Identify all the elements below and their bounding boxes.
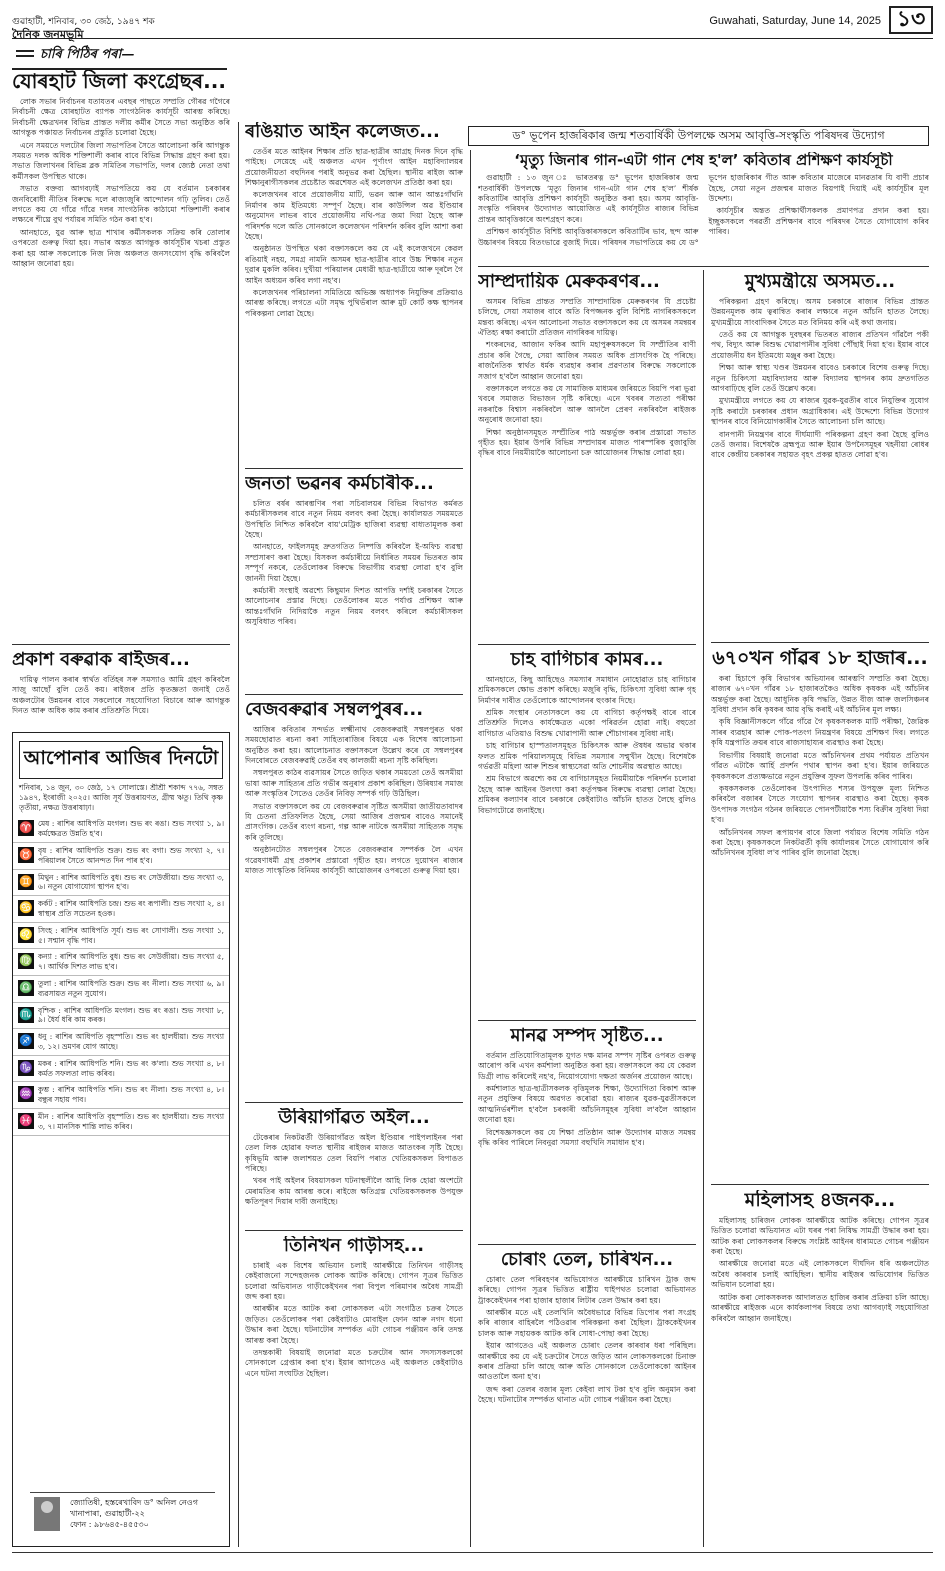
paragraph: বক্তাসকলে লগতে কয় যে সামাজিক মাধ্যমৰ জৰিয়তে বিয়পি পৰা ভুৱা খবৰে সমাজত বিভাজন সৃষ্টি কৰিছে। এনে খবৰৰ সত্যতা পৰীক্ষা নকৰাকৈ বিশ্বাস নকৰিবলৈ আৰু আনলৈ প্ৰেৰণ নকৰিবলৈ ৰাইজক অনুৰোধ জনোৱা হয়। [478,383,696,425]
zodiac-sign-icon: ♉ [19,847,33,861]
article-body [478,1051,696,1149]
horoscope-row [13,1109,229,1136]
paragraph: শিক্ষা আৰু স্বাস্থ্য খণ্ডৰ উন্নয়নৰ বাবেও চৰকাৰে বিশেষ গুৰুত্ব দিছে। নতুন চিকিৎসা মহাবিদ্যালয় আৰু বিদ্যালয় স্থাপনৰ কাম দ্ৰুতগতিত আগবাঢ়িছে বুলি তেওঁ উল্লেখ কৰে। [711,363,929,393]
horoscope-row [13,1029,229,1056]
article-body [478,297,696,459]
horoscope-text: কৰ্কট : ৰাশিৰ আধিপতি চন্দ্ৰ। শুভ ৰং ৰূপালী। শুভ সংখ্যা ২, ৪। স্বাস্থ্যৰ প্ৰতি সচেতন হওক। [38,899,224,918]
article-body [245,1261,463,1379]
paragraph: কৰ্মচাৰী সংস্থাই অৱশ্যে কিছুমান দিশত আপত্তি দৰ্শাই চৰকাৰৰ সৈতে আলোচনাৰ প্ৰস্তাৱ দিছে। তেওঁলোকৰ মতে পৰ্যাপ্ত প্ৰশিক্ষণ আৰু আন্তঃগাঁথনি নিদিয়াকৈ নতুন নিয়ম বলবৎ কৰিলে কৰ্মচাৰীসকল অসুবিধাত পৰিব। [245,585,463,627]
headline: তিনিখন গাড়ীসহ... [283,1236,425,1256]
divider [245,694,463,695]
headline: চোৰাং তেল, চাৰিখন... [500,1250,674,1270]
paragraph: আনহাতে, যুৱ আৰু ছাত্ৰ শাখাৰ কৰ্মীসকলক সক্ৰিয় কৰি তোলাৰ ওপৰতো গুৰুত্ব দিয়া হয়। সভাৰ অন্তত আগন্তুক কাৰ্যসূচীৰ খচৰা প্ৰস্তুত কৰা হয় আৰু সকলোকে নিজ নিজ অঞ্চলত জনসংযোগ বৃদ্ধি কৰিবলৈ আহ্বান জনোৱা হয়। [12,227,230,269]
paragraph: বানপানী নিয়ন্ত্ৰণৰ বাবে দীৰ্ঘম্যাদী পৰিকল্পনা গ্ৰহণ কৰা হৈছে বুলিও তেওঁ জনায়। বিশেষকৈ ব্ৰহ্মপুত্ৰ আৰু ইয়াৰ উপনৈসমূহৰ খহনীয়া ৰোধৰ বাবে কেন্দ্ৰীয় চৰকাৰৰ সহায়ত বৃহৎ প্ৰকল্প হাতত লোৱা হ'ব। [711,429,929,460]
horoscope-title: আপোনাৰ আজিৰ দিনটো [19,741,223,779]
section-label: চাৰি পিঠিৰ পৰা— [40,47,135,62]
paragraph: শ্ৰমিক সংস্থাৰ নেতাসকলে কয় যে বাগিচা কৰ্তৃপক্ষই বাৰে বাৰে প্ৰতিশ্ৰুতি দিলেও কাৰ্যক্ষেত্ৰত একো পৰিৱৰ্তন হোৱা নাই। বহুতো বাগিচাত এতিয়াও বিশুদ্ধ খোৱাপানী আৰু শৌচাগাৰৰ সুবিধা নাই। [478,707,696,738]
horoscope-row [13,843,229,870]
paper-name: দৈনিক জনমভূমি [12,28,84,41]
zodiac-sign-icon: ♑ [19,1060,33,1074]
paragraph: চোৰাং তেল পৰিবহণৰ অভিযোগত আৰক্ষীয়ে চাৰিখন ট্ৰাক জব্দ কৰিছে। গোপন সূত্ৰৰ ভিত্তিত ৰাষ্ট্ৰীয় ঘাইপথত চলোৱা অভিযানত ট্ৰাককেইখনৰ পৰা হাজাৰ হাজাৰ লিটাৰ তেল উদ্ধাৰ কৰা হয়। [478,1274,696,1305]
divider [245,1102,463,1103]
paragraph: কলেজখনৰ বাবে প্ৰয়োজনীয় মাটি, ভৱন আৰু আন আন্তঃগাঁথনি নিৰ্মাণৰ কাম ইতিমধ্যে সম্পূৰ্ণ হৈছে। বাৰ কাউন্সিল অৱ ইণ্ডিয়াৰ অনুমোদন লাভৰ বাবে প্ৰয়োজনীয় নথি-পত্ৰ জমা দিয়া হৈছে আৰু পৰিদৰ্শক দলে অতি সোনকালে কলেজখন পৰিদৰ্শন কৰিব বুলি আশা কৰা হৈছে। [245,190,463,241]
paragraph: শ্ৰম বিভাগে অৱশ্যে কয় যে বাগিচাসমূহত নিয়মীয়াকৈ পৰিদৰ্শন চলোৱা হৈছে আৰু আইনৰ উলংঘা কৰা কৰ্তৃপক্ষৰ বিৰুদ্ধে ব্যৱস্থা লোৱা হৈছে। শ্ৰমিকৰ কল্যাণৰ বাবে চৰকাৰে কেইবাটাও আঁচনি হাতত লৈছে বুলিও বিভাগটোৱে জনাইছে। [478,774,696,815]
paragraph: চলিত বৰ্ষৰ আৰম্ভণিৰ পৰা সচিবালয়ৰ বিভিন্ন বিভাগত কৰ্মৰত কৰ্মচাৰীসকলৰ বাবে নতুন নিয়ম বলবৎ কৰা হৈছে। কাৰ্যালয়ত সময়মতে উপস্থিতি নিশ্চিত কৰিবলৈ বায়'মেট্ৰিক হাজিৰা ব্যৱস্থা বাধ্যতামূলক কৰা হৈছে। [245,498,463,539]
divider [12,644,230,645]
headline: মহিলাসহ ৪জনক... [744,1190,896,1211]
horoscope-text: মীন : ৰাশিৰ আধিপতি বৃহস্পতি। শুভ ৰং হালধীয়া। শুভ সংখ্যা ৩, ৭। মানসিক শান্তি লাভ কৰিব। [38,1111,224,1131]
divider [711,642,929,643]
horoscope-text: সিংহ : ৰাশিৰ আধিপতি সূৰ্য। শুভ ৰং সোণালী। শুভ সংখ্যা ১, ৫। সন্মান বৃদ্ধি পাব। [38,925,224,945]
article-three-vehicles [245,1236,463,1547]
article-body [478,675,696,816]
article-body [711,297,929,461]
paragraph: কৰ্মশালাত ছাত্ৰ-ছাত্ৰীসকলক বৃত্তিমূলক শিক্ষা, উদ্যোগিতা বিকাশ আৰু নতুন প্ৰযুক্তিৰ বিষয়ে অৱগত কৰোৱা হয়। ৰাজ্যৰ যুৱক-যুৱতীসকলে আত্মনিৰ্ভৰশীল হ'বলৈ চৰকাৰী আঁচনিসমূহৰ সুবিধা ল'বলৈ আহ্বান জনোৱা হয়। [478,1083,696,1125]
horoscope-row [13,923,229,950]
paragraph: চাৰাই এক বিশেষ অভিযান চলাই আৰক্ষীয়ে তিনিখন গাড়ীসহ কেইবাজনো সন্দেহজনক লোকক আটক কৰিছে। গোপন সূত্ৰৰ ভিত্তিত চলোৱা অভিযানত গাড়ীকেইখনৰ পৰা বিপুল পৰিমাণৰ অবৈধ সামগ্ৰী জব্দ কৰা হয়। [245,1260,463,1301]
article-body [12,675,230,717]
paragraph: এনে সময়তে দলটোৰ জিলা সভাপতিৰ সৈতে আলোচনা কৰি আগন্তুক সময়ত দলক অধিক শক্তিশালী কৰাৰ বাবে বিভিন্ন সিদ্ধান্ত গ্ৰহণ কৰা হয়। সভাত জিলাখনৰ বিভিন্ন ব্লক সমিতিৰ সভাপতি, দলৰ জ্যেষ্ঠ নেতা তথা কৰ্মীসকল উপস্থিত থাকে। [12,140,230,181]
astrologer-phone: ফোন : ৯৮৬৪৫-৪৫৫৩০ [70,1520,149,1529]
paragraph: বৰ্তমান প্ৰতিযোগিতামূলক যুগত দক্ষ মানৱ সম্পদ সৃষ্টিৰ ওপৰত গুৰুত্ব আৰোপ কৰি এখন কৰ্মশালা অনুষ্ঠিত কৰা হয়। বক্তাসকলে কয় যে কেৱল ডিগ্ৰী লাভ কৰিলেই নহ'ব, নিয়োগযোগ্য দক্ষতা অৰ্জনৰ প্ৰয়োজন আছে। [478,1050,696,1081]
paragraph: অসমৰ বিভিন্ন প্ৰান্তত সম্প্ৰতি সাম্প্ৰদায়িক মেৰুকৰণৰ যি প্ৰচেষ্টা চলিছে, সেয়া সমাজৰ বাবে অতি বিপজ্জনক বুলি বিশিষ্ট নাগৰিকসকলে মন্তব্য কৰিছে। এখন আলোচনা সভাত বক্তাসকলে কয় যে অসমৰ সমন্বয়ৰ ঐতিহ্য ৰক্ষা কৰাটো প্ৰতিজন নাগৰিকৰ দায়িত্ব। [478,296,696,337]
paragraph: প্ৰশিক্ষণ কাৰ্যসূচীত বিশিষ্ট আবৃত্তিকাৰসকলে কবিতাটিৰ ভাব, ছন্দ আৰু উচ্চাৰণৰ বিষয়ে বিতংভাৱে বুজাই দিয়ে। পৰিষদৰ সভাপতিয়ে কয় যে ড° ভূপেন হাজৰিকাৰ গীত আৰু কবিতাৰ মাজেৰে মানৱতাৰ যি বাণী প্ৰচাৰ হৈছে, সেয়া নতুন প্ৰজন্মৰ মাজত বিয়পাই দিয়াই এই কাৰ্যসূচীৰ মূল উদ্দেশ্য। [478,173,929,247]
article-body [711,674,929,859]
paragraph: লোক সভাৰ নিৰ্বাচনৰ যতাযতৰ এবছৰ পাছতে সম্প্ৰতি গৌৰৱ গগৈৰে নিৰ্বাচনী ক্ষেত্ৰ যোৰহাটত ব্যাপক সাংগঠনিক কাৰ্যসূচী আৰম্ভ কৰিছে। নিৰ্বাচনী ক্ষেত্ৰখনৰ বিভিন্ন প্ৰান্তত দলীয় কৰ্মীৰ সৈতে সভা অনুষ্ঠিত কৰি আগন্তুক পঞ্চায়ত নিৰ্বাচনৰ প্ৰস্তুতি চলোৱা হৈছে। [12,97,230,138]
article-chief-minister [711,272,929,640]
article-mahila [711,1190,929,1547]
paragraph: পৰিকল্পনা গ্ৰহণ কৰিছে। অসম চৰকাৰে ৰাজ্যৰ বিভিন্ন প্ৰান্তত উন্নয়নমূলক কাম ত্বৰান্বিত কৰাৰ লক্ষ্যৰে নতুন আঁচনি হাতত লৈছে। মুখ্যমন্ত্ৰীয়ে সাংবাদিকৰ সৈতে মত বিনিময় কৰি এই কথা জনায়। [711,296,929,327]
masthead-rule [12,38,933,39]
article-tea-garden [478,650,696,1018]
zodiac-sign-icon: ♏ [19,1007,33,1021]
astrologer-details [70,1497,198,1530]
astrologer-credit [30,1492,215,1538]
article-manab-sampad [478,1026,696,1242]
paragraph: কৃষকসকলক তেওঁলোকৰ উৎপাদিত শস্যৰ উপযুক্ত মূল্য নিশ্চিত কৰিবলৈ বজাৰৰ সৈতে সংযোগ স্থাপনৰ ব্যৱস্থাও কৰা হৈছে। কৃষক উৎপাদক সংগঠন গঠনৰ জৰিয়তে পোনপটীয়াকৈ শস্য বিক্ৰীৰ সুবিধা দিয়া হ'ব। [711,783,929,825]
article-body [245,147,463,320]
headline: সাম্প্ৰদায়িক মেৰুকৰণৰ... [478,272,660,292]
paragraph: আৰক্ষীৰ মতে এই তেলখিনি অবৈধভাৱে বিভিন্ন ডিপোৰ পৰা সংগ্ৰহ কৰি ৰাজ্যৰ বাহিৰলৈ পঠিওৱাৰ পৰিকল্পনা কৰা হৈছিল। ট্ৰাককেইখনৰ চালক আৰু সহায়কক আটক কৰি সোধা-পোছা কৰা হৈছে। [478,1307,696,1338]
divider [478,266,929,267]
horoscope-text: মিথুন : ৰাশিৰ আধিপতি বুধ। শুভ ৰং সেউজীয়া। শুভ সংখ্যা ৩, ৬। নতুন যোগাযোগ স্থাপন হ'ব। [38,872,224,892]
masthead-date-english: Guwahati, Saturday, June 14, 2025 [709,15,881,27]
paragraph: অনুষ্ঠানটোত সম্বলপুৰৰ সৈতে বেজবৰুৱাৰ সম্পৰ্কক লৈ এখন গৱেষণাধৰ্মী গ্ৰন্থ প্ৰকাশৰ প্ৰস্তাৱো গৃহীত হয়। লগতে দুয়োখন ৰাজ্যৰ মাজত সাংস্কৃতিক বিনিময় কাৰ্যসূচী আয়োজনৰ ওপৰতো গুৰুত্ব দিয়া হয়। [245,845,463,875]
paragraph: সভাত বক্তাসকলে কয় যে বেজবৰুৱাৰ সৃষ্টিত অসমীয়া জাতীয়তাবাদৰ যি চেতনা প্ৰতিফলিত হৈছে, সেয়া আজিৰ প্ৰজন্মৰ বাবেও সমানেই প্ৰাসংগিক। তেওঁৰ ব্যংগ ৰচনা, গল্প আৰু নাটকে অসমীয়া সাহিত্যক সমৃদ্ধ কৰি তুলিছে। [245,801,463,842]
paragraph: গুৱাহাটী : ১৩ জুন ঃ ভাৰতৰত্ন ড° ভূপেন হাজৰিকাৰ জন্ম শতবাৰ্ষিকী উপলক্ষে ‘মৃত্যু জিনাৰ গান-এটা গান শেষ হ'ল’ শীৰ্ষক কবিতাটিৰ আবৃত্তি প্ৰশিক্ষণ কাৰ্যসূচী অনুষ্ঠিত কৰা হয়। অসম আবৃত্তি-সংস্কৃতি পৰিষদৰ উদ্যোগত আয়োজিত এই কাৰ্যসূচীত ৰাজ্যৰ বিভিন্ন প্ৰান্তৰ আবৃত্তিকাৰে অংশগ্ৰহণ কৰে। [478,173,699,224]
paragraph: আৰক্ষীৰ মতে আটক কৰা লোকসকল এটা সংগঠিত চক্ৰৰ সৈতে জড়িত। তেওঁলোকৰ পৰা কেইবাটাও মোবাইল ফোন আৰু নগদ ধনো উদ্ধাৰ কৰা হৈছে। ঘটনাটোৰ সম্পৰ্কত এটা গোচৰ পঞ্জীয়ন কৰি তদন্ত আৰম্ভ কৰা হৈছে। [245,1304,463,1345]
horoscope-row [13,1056,229,1083]
headline: ৰঙিয়াত আইন কলেজত... [245,122,440,142]
section-bars-icon [16,50,34,57]
paragraph: সভাত বক্তব্য আগবঢ়াই সভাপতিয়ে কয় যে বৰ্তমান চৰকাৰৰ জনবিৰোধী নীতিৰ বিৰুদ্ধে দলে ৰাজ্যজুৰি আন্দোলন গঢ়ি তুলিব। তেওঁ লগতে কয় যে গাঁৱে গাঁৱে দলৰ সাংগঠনিক কাঠামো শক্তিশালী কৰাৰ লক্ষ্যৰে শীঘ্ৰে বুথ পৰ্যায়ৰ সমিতি গঠন কৰা হ'ব। [12,184,230,225]
article-body [245,1133,463,1208]
zodiac-sign-icon: ♊ [19,874,33,888]
paragraph: সম্বলপুৰত কাঠৰ ব্যৱসায়ৰ সৈতে জড়িত থকাৰ সময়তো তেওঁ অসমীয়া ভাষা আৰু সাহিত্যৰ প্ৰতি গভীৰ অনুৰাগ প্ৰকাশ কৰিছিল। উৰিষ্যাৰ সমাজ আৰু সংস্কৃতিৰ সৈতেও তেওঁৰ নিবিড় সম্পৰ্ক গঢ়ি উঠিছিল। [245,768,463,799]
paragraph: তেওঁ কয় যে আগন্তুক দুবছৰৰ ভিতৰত ৰাজ্যৰ প্ৰতিখন গাঁৱলৈ পকী পথ, বিদ্যুৎ আৰু বিশুদ্ধ খোৱাপানীৰ সুবিধা পৌঁছাই দিয়া হ'ব। ইয়াৰ বাবে প্ৰয়োজনীয় ধন ইতিমধ্যে মঞ্জুৰ কৰা হৈছে। [711,329,929,360]
paragraph: তদন্তকাৰী বিষয়াই জনোৱা মতে চক্ৰটোৰ আন সদস্যসকলকো সোনকালে গ্ৰেপ্তাৰ কৰা হ'ব। ইয়াৰ আগতেও এই অঞ্চলত কেইবাটাও এনে ঘটনা সংঘটিত হৈছিল। [245,1347,463,1378]
article-uriagaon [245,1108,463,1228]
zodiac-sign-icon: ♍ [19,954,33,968]
paragraph: আঁচনিখনৰ সফল ৰূপায়ণৰ বাবে জিলা পৰ্যায়ত বিশেষ সমিতি গঠন কৰা হৈছে। কৃষকসকলে নিকটৱৰ্তী কৃষি কাৰ্যালয়ৰ সৈতে যোগাযোগ কৰি আঁচনিখনৰ সুবিধা ল'ব পাৰিব বুলি জনোৱা হৈছে। [711,827,929,858]
zodiac-sign-icon: ♒ [19,1087,33,1101]
paragraph: কাৰ্যসূচীৰ অন্তত প্ৰশিক্ষাৰ্থীসকলক প্ৰমাণপত্ৰ প্ৰদান কৰা হয়। ইচ্ছুকসকলে পৰৱৰ্তী প্ৰশিক্ষণৰ বাবে পৰিষদৰ সৈতে যোগাযোগ কৰিব পাৰিব। [708,206,929,237]
headline: বেজবৰুৱাৰ সম্বলপুৰৰ... [245,700,424,720]
horoscope-text: বৃষ : ৰাশিৰ আধিপতি শুক্ৰ। শুভ ৰং বগা। শুভ সংখ্যা ২, ৭। পৰিয়ালৰ সৈতে আনন্দত দিন পাৰ হ'ব। [38,845,224,865]
horoscope-row [13,816,229,843]
zodiac-sign-icon: ♓ [19,1113,33,1127]
zodiac-sign-icon: ♋ [19,901,33,915]
article-body [711,1216,929,1324]
column-divider [470,150,471,1547]
paragraph: আটক কৰা লোকসকলক আদালতত হাজিৰ কৰাৰ প্ৰক্ৰিয়া চলি আছে। আৰক্ষীয়ে ৰাইজক এনে কাৰ্যকলাপৰ বিষয়ে তথ্য আগবঢ়াই সহযোগিতা কৰিবলৈ আহ্বান জনাইছে। [711,1292,929,1323]
page-number: ১৩ [889,6,933,34]
horoscope-row [13,1082,229,1109]
article-body [478,1275,696,1406]
paragraph: আনহাতে, ফাইলসমূহ দ্ৰুতগতিত নিষ্পত্তি কৰিবলৈ ই-অফিচ ব্যৱস্থা সম্প্ৰসাৰণ কৰা হৈছে। যিসকল কৰ্মচাৰীয়ে নিৰ্ধাৰিত সময়ৰ ভিতৰত কাম সম্পূৰ্ণ নকৰে, তেওঁলোকৰ বিৰুদ্ধে বিভাগীয় ব্যৱস্থা লোৱা হ'ব বুলি জাননী দিয়া হৈছে। [245,542,463,583]
zodiac-sign-icon: ♈ [19,821,33,835]
article-670-villages [711,648,929,1182]
divider [478,644,696,645]
article-jorhat [12,70,230,642]
paragraph: কলেজখনৰ পৰিচালনা সমিতিয়ে অভিজ্ঞ অধ্যাপক নিযুক্তিৰ প্ৰক্ৰিয়াও আৰম্ভ কৰিছে। লগতে এটা সমৃদ্ধ পুথিভঁৰাল আৰু মুট কোৰ্ট কক্ষ স্থাপনৰ পৰিকল্পনা লোৱা হৈছে। [245,287,463,318]
article-prakash [12,650,230,726]
paragraph: বিশেষজ্ঞসকলে কয় যে শিক্ষা প্ৰতিষ্ঠান আৰু উদ্যোগৰ মাজত সমন্বয় বৃদ্ধি কৰিব পাৰিলে নিবনুৱা সমস্যা বহুখিনি সমাধান হ'ব। [478,1127,696,1147]
paragraph: শিক্ষা অনুষ্ঠানসমূহত সম্প্ৰীতিৰ পাঠ অন্তৰ্ভুক্ত কৰাৰ প্ৰস্তাৱো সভাত গৃহীত হয়। ইয়াৰ উপৰি বিভিন্ন সম্প্ৰদায়ৰ মাজত পাৰস্পৰিক বুজাবুজি বৃদ্ধিৰ বাবে নিয়মীয়াকৈ আলোচনা চক্ৰ আয়োজনৰ সিদ্ধান্ত লোৱা হয়। [478,427,696,458]
paragraph: দায়িত্ব পালন কৰাৰ স্বাৰ্থত বৰ্তিহৰ সৰু সমস্যাও আমি গ্ৰহণ কৰিবলৈ সাজু আছোঁ বুলি তেওঁ কয়। ৰাইজৰ প্ৰতি কৃতজ্ঞতা জনাই তেওঁ অঞ্চলটোৰ উন্নয়নৰ বাবে সকলোৰে সহযোগিতা বিচাৰে আৰু আগন্তুক দিনত আৰু অধিক কাম কৰাৰ প্ৰতিশ্ৰুতি দিয়ে। [12,674,230,715]
paragraph: আজিৰ কবিতাৰ সন্দৰ্ভত লক্ষ্মীনাথ বেজবৰুৱাই সম্বলপুৰত থকা সময়ছোৱাত ৰচনা কৰা সাহিত্যৰাজিৰ বিষয়ে এক বিশেষ আলোচনা অনুষ্ঠিত কৰা হয়। আলোচনাত বক্তাসকলে উল্লেখ কৰে যে সম্বলপুৰৰ দিনবোৰতে বেজবৰুৱাই তেওঁৰ বহু কালজয়ী ৰচনা সৃষ্টি কৰিছিল। [245,724,463,765]
horoscope-text: বৃশ্চিক : ৰাশিৰ আধিপতি মংগল। শুভ ৰং ৰঙা। শুভ সংখ্যা ৮, ৯। ধৈৰ্য ধৰি কাম কৰক। [38,1005,224,1025]
paragraph: টেকেৰাৰ নিকটৱৰ্তী উৰিয়াগাঁৱত অইল ইণ্ডিয়াৰ পাইপলাইনৰ পৰা তেল লিক হোৱাৰ ফলত স্থানীয় ৰাইজৰ মাজত আতংকৰ সৃষ্টি হৈছে। কৃষিভূমি আৰু জলাশয়ত তেল বিয়পি পৰাত খেতিয়কসকল বিপাঙত পৰিছে। [245,1132,463,1173]
astrologer-name: জ্যোতিষী, হস্তৰেখাবিদ ড° অনিল নেওগ [70,1498,198,1507]
headline: মুখ্যমন্ত্ৰীয়ে অসমত... [744,272,896,292]
divider [245,468,463,469]
headline: ‘মৃত্যু জিনাৰ গান-এটা গান শেষ হ'ল’ কবিতাৰ প্ৰশিক্ষণ কাৰ্যসূচী [514,152,893,169]
horoscope-list [13,816,229,1135]
article-janata-bhawan [245,474,463,692]
horoscope-text: কন্যা : ৰাশিৰ আধিপতি বুধ। শুভ ৰং সেউজীয়া। শুভ সংখ্যা ৫, ৭। আৰ্থিক দিশত লাভ হ'ব। [38,952,224,972]
paragraph: মহিলাসহ চাৰিজন লোকক আৰক্ষীয়ে আটক কৰিছে। গোপন সূত্ৰৰ ভিত্তিত চলোৱা অভিযানত এটা ঘৰৰ পৰা নিষিদ্ধ সামগ্ৰী উদ্ধাৰ কৰা হয়। আটক কৰা লোকসকলৰ বিৰুদ্ধে সংশ্লিষ্ট আইনৰ ধাৰামতে গোচৰ পঞ্জীয়ন কৰা হৈছে। [711,1215,929,1257]
astrologer-photo [34,1497,60,1531]
headline: প্ৰকাশ বৰুৱাক ৰাইজৰ... [12,650,190,670]
paragraph: বিভাগীয় বিষয়াই জনোৱা মতে আঁচনিখনৰ প্ৰথম পৰ্যায়ত প্ৰতিখন গাঁৱত এটাকৈ আৰ্হি প্ৰদৰ্শন পথাৰ স্থাপন কৰা হ'ব। ইয়াৰ জৰিয়তে কৃষকসকলে প্ৰত্যক্ষভাৱে নতুন প্ৰযুক্তিৰ সুফল উপলব্ধি কৰিব পাৰিব। [711,750,929,781]
column-divider [238,122,239,1547]
headline: চাহ বাগিচাৰ কামৰ... [510,650,664,670]
masthead-date-assamese: গুৱাহাটী, শনিবাৰ, ৩০ জেঠ, ১৯৪৭ শক [12,17,155,27]
paragraph: শংকৰদেৱ, আজান ফকিৰ আদি মহাপুৰুষসকলে যি সম্প্ৰীতিৰ বাণী প্ৰচাৰ কৰি গৈছে, সেয়া আজিৰ সময়ত অধিক প্ৰাসংগিক হৈ পৰিছে। ৰাজনৈতিক স্বাৰ্থত ধৰ্মক ব্যৱহাৰ কৰাৰ প্ৰৱণতাৰ বিৰুদ্ধে সকলোকে সজাগ হ'বলৈ আহ্বান জনোৱা হয়। [478,340,696,381]
headline: জনতা ভৱনৰ কৰ্মচাৰীক... [245,474,434,494]
article-chorang-oil [478,1250,696,1547]
paragraph: চাহ বাগিচাৰ হাস্পতালসমূহত চিকিৎসক আৰু ঔষধৰ অভাৱ থকাৰ ফলত শ্ৰমিক পৰিয়ালসমূহে বিভিন্ন সমস্যাৰ সন্মুখীন হৈছে। বিশেষকৈ গৰ্ভৱতী মহিলা আৰু শিশুৰ স্বাস্থ্যসেৱা অতি শোচনীয় অৱস্থাত আছে। [478,741,696,771]
horoscope-row [13,1003,229,1030]
page-bottom-rule [12,1552,933,1553]
horoscope-text: মকৰ : ৰাশিৰ আধিপতি শনি। শুভ ৰং ক'লা। শুভ সংখ্যা ৪, ৮। কৰ্মত সফলতা লাভ কৰিব। [38,1058,224,1078]
article-sampradayik [478,272,696,642]
horoscope-row [13,896,229,923]
article-body [245,725,463,877]
horoscope-text: ধনু : ৰাশিৰ আধিপতি বৃহস্পতি। শুভ ৰং হালধীয়া। শুভ সংখ্যা ৩, ১২। ভ্ৰমণৰ যোগ আছে। [38,1032,224,1051]
paragraph: কৃষি বিজ্ঞানীসকলে গাঁৱে গাঁৱে গৈ কৃষকসকলক মাটি পৰীক্ষা, জৈৱিক সাৰৰ ব্যৱহাৰ আৰু পোক-পতংগ নিয়ন্ত্ৰণৰ বিষয়ে প্ৰশিক্ষণ দিব। লগতে কৃষি যন্ত্ৰপাতি ক্ৰয়ৰ বাবে ৰাজসাহায্যৰ ব্যৱস্থাও কৰা হৈছে। [711,717,929,748]
article-mrityu-jinar-gaan [478,152,929,264]
paragraph: খবৰ পাই অইলৰ বিষয়াসকল ঘটনাস্থলীলৈ আহি লিক হোৱা অংশটো মেৰামতিৰ কাম আৰম্ভ কৰে। ৰাইজে ক্ষতিগ্ৰস্ত খেতিয়কসকলক উপযুক্ত ক্ষতিপূৰণ দিয়াৰ দাবী জনাইছে। [245,1176,463,1207]
horoscope-text: কুম্ভ : ৰাশিৰ আধিপতি শনি। শুভ ৰং নীলা। শুভ সংখ্যা ৪, ৮। বন্ধুৰ সহায় পাব। [38,1085,224,1105]
article-body [12,97,230,270]
article-bejbarua [245,700,463,1100]
divider [478,1020,696,1021]
divider [711,1184,929,1185]
horoscope-row [13,870,229,897]
horoscope-intro: শনিবাৰ, ১৪ জুন, ৩০ জেঠ, ১৭ সোলাস্তে। শ্ৰীশ্ৰী শকাব্দ ৭৭৬, সম্বত ১৯৪৭, ইংৰাজী ২০২৫। আজি সূৰ্য উত্তৰায়ণত, গ্ৰীষ্ম ঋতু। তিথি কৃষ্ণ তৃতীয়া, নক্ষত্ৰ উত্তৰাষাঢ়া। [19,783,223,812]
article-body [245,499,463,628]
zodiac-sign-icon: ♌ [19,927,33,941]
article-law-college [245,122,463,466]
paragraph: আনহাতে, কিছু আহিছেও সমস্যাৰ সমাধান নোহোৱাত চাহ বাগিচাৰ শ্ৰমিকসকলে ক্ষোভ প্ৰকাশ কৰিছে। মজুৰি বৃদ্ধি, চিকিৎসা সুবিধা আৰু গৃহ নিৰ্মাণৰ দাবীত তেওঁলোকে আন্দোলনৰ হুংকাৰ দিছে। [478,674,696,705]
article-body [478,173,929,248]
headline: উৰিয়াগাঁৱত অইল... [278,1108,430,1128]
paragraph: আৰক্ষীয়ে জনোৱা মতে এই লোকসকলে দীৰ্ঘদিন ধৰি অঞ্চলটোত অবৈধ কাৰবাৰ চলাই আহিছিল। স্থানীয় ৰাইজৰ অভিযোগৰ ভিত্তিত অভিযান চলোৱা হয়। [711,1259,929,1290]
horoscope-text: তুলা : ৰাশিৰ আধিপতি শুক্ৰ। শুভ ৰং নীলা। শুভ সংখ্যা ৬, ৯। ব্যৱসায়ত নতুন সুযোগ। [38,978,224,998]
paragraph: জব্দ কৰা তেলৰ বজাৰ মূল্য কেইবা লাখ টকা হ'ব বুলি অনুমান কৰা হৈছে। ঘটনাটোৰ সম্পৰ্কত থানাত এটা গোচৰ পঞ্জীয়ন কৰা হৈছে। [478,1384,696,1405]
paragraph: মুখ্যমন্ত্ৰীয়ে লগতে কয় যে ৰাজ্যৰ যুৱক-যুৱতীৰ বাবে নিযুক্তিৰ সুযোগ সৃষ্টি কৰাটো চৰকাৰৰ প্ৰধান অগ্ৰাধিকাৰ। এই উদ্দেশ্যে বিভিন্ন উদ্যোগ স্থাপনৰ বাবে বিনিয়োগকাৰীৰ সৈতে আলোচনা চলি আছে। [711,396,929,427]
zodiac-sign-icon: ♎ [19,980,33,994]
paragraph: তেওঁৰ মতে আইনৰ শিক্ষাৰ প্ৰতি ছাত্ৰ-ছাত্ৰীৰ আগ্ৰহ দিনক দিনে বৃদ্ধি পাইছে। সেয়েহে এই অঞ্চলত এখন পূৰ্ণাংগ আইন মহাবিদ্যালয়ৰ প্ৰয়োজনীয়তা বহুদিনৰ পৰাই অনুভৱ কৰা হৈছিল। স্থানীয় ৰাইজ আৰু শিক্ষানুৰাগীসকলৰ প্ৰচেষ্টাত অৱশেষত এই কলেজখন প্ৰতিষ্ঠা কৰা হয়। [245,146,463,187]
zodiac-sign-icon: ♐ [19,1034,33,1048]
horoscope-box [12,732,230,1547]
column-divider [703,270,704,1547]
horoscope-text: মেষ : ৰাশিৰ আধিপতি মংগল। শুভ ৰং ৰঙা। শুভ সংখ্যা ১, ৯। কৰ্মক্ষেত্ৰত উন্নতি হ'ব। [38,819,224,839]
paragraph: অনুষ্ঠানত উপস্থিত থকা বক্তাসকলে কয় যে এই কলেজখনে কেৱল ৰঙিয়াই নহয়, সমগ্ৰ নামনি অসমৰ ছাত্ৰ-ছাত্ৰীৰ বাবে উচ্চ শিক্ষাৰ নতুন দুৱাৰ মুকলি কৰিব। দুখীয়া পৰিয়ালৰ মেধাৱী ছাত্ৰ-ছাত্ৰীয়ে আৰু দূৰলৈ গৈ আইন অধ্যয়ন কৰিব লগা নহ'ব। [245,244,463,285]
paragraph: ইয়াৰ আগতেও এই অঞ্চলত চোৰাং তেলৰ কাৰবাৰ ধৰা পৰিছিল। আৰক্ষীয়ে কয় যে এই চক্ৰটোৰ সৈতে জড়িত আন লোকসকলকো চিনাক্ত কৰাৰ প্ৰক্ৰিয়া চলি আছে আৰু অতি সোনকালে তেওঁলোককো আইনৰ আওতালৈ অনা হ'ব। [478,1341,696,1382]
paragraph: কৰা হিচাপে কৃষি বিভাগৰ অভিযানৰ আৰম্ভণি সম্প্ৰতি কৰা হৈছে। ৰাজ্যৰ ৬৭০খন গাঁৱৰ ১৮ হাজাৰতকৈও অধিক কৃষকক এই আঁচনিৰ অন্তৰ্ভুক্ত কৰা হৈছে। আধুনিক কৃষি পদ্ধতি, উন্নত বীজ আৰু জলসিঞ্চনৰ সুবিধা প্ৰদান কৰি কৃষকৰ আয় বৃদ্ধি কৰাই এই আঁচনিৰ মূল লক্ষ্য। [711,673,929,715]
horoscope-row [13,949,229,976]
divider [245,1230,463,1231]
event-banner: ড° ভূপেন হাজৰিকাৰ জন্ম শতবাৰ্ষিকী উপলক্ষে অসম আবৃত্তি-সংস্কৃতি পৰিষদৰ উদ্যোগ [468,126,929,146]
headline: যোৰহাট জিলা কংগ্ৰেছৰ... [12,70,226,93]
horoscope-row [13,976,229,1003]
divider [478,1244,696,1245]
headline: ৬৭০খন গাঁৱৰ ১৮ হাজাৰ... [712,648,928,669]
headline: মানৱ সম্পদ সৃষ্টিত... [510,1026,664,1046]
astrologer-address: খানাপাৰা, গুৱাহাটী-২২ [70,1509,145,1518]
section-heading [12,45,227,70]
